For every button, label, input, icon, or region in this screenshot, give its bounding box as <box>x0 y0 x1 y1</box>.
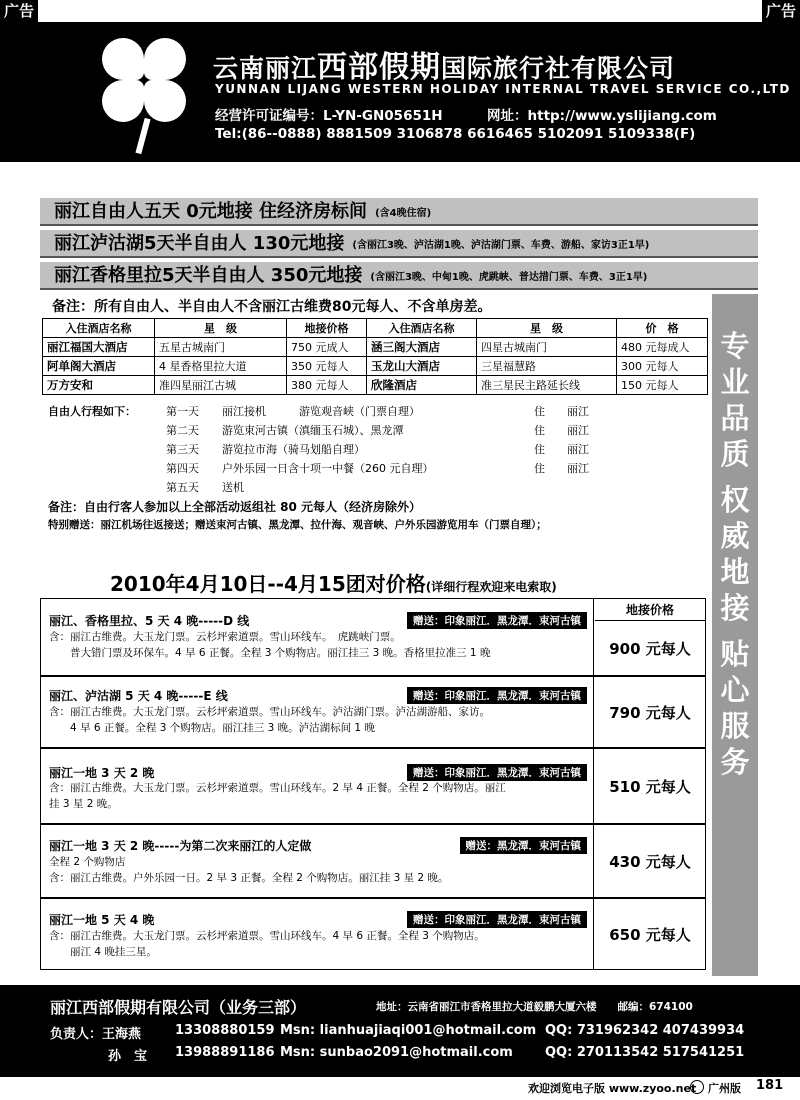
edition-logo-icon <box>690 1080 704 1094</box>
itinerary-label: 自由人行程如下： <box>48 405 136 418</box>
browse-link[interactable]: 欢迎浏览电子版 www.zyoo.net <box>528 1082 697 1095</box>
footer-company: 丽江西部假期有限公司（业务三部） <box>50 998 307 1017</box>
activity-note: 备注：自由行客人参加以上全部活动返组社 80 元每人（经济房除外） <box>48 500 422 514</box>
table-header-row: 入住酒店名称 星 级 地接价格 入住酒店名称 星 级 价 格 <box>43 319 708 338</box>
remark: 备注：所有自由人、半自由人不含丽江古维费80元每人、不含单房差。 <box>52 299 492 315</box>
contact-name: 负责人：王海燕 <box>50 1027 142 1042</box>
route-card: 丽江一地 3 天 2 晚-----为第二次来丽江的人定做 赠送：黑龙潭．束河古镇 全程 2 个购物店 含：丽江古维费。户外乐园一日。2 早 3 正餐。全程 2 个购物店。丽江挂 3 星 2 晚。 430 元每人 <box>40 824 706 898</box>
route-title: 丽江一地 3 天 2 晚-----为第二次来丽江的人定做 <box>49 839 312 853</box>
route-gift: 赠送：印象丽江．黑龙潭．束河古镇 <box>407 764 587 781</box>
telephone: Tel:(86--0888) 8881509 3106878 6616465 5102091 5109338(F) <box>215 126 696 142</box>
company-name-en: YUNNAN LIJANG WESTERN HOLIDAY INTERNAL TRAVEL SERVICE CO.,LTD <box>215 82 791 96</box>
route-card: 丽江、泸沽湖 5 天 4 晚-----E 线 赠送：印象丽江．黑龙潭．束河古镇 含：丽江古维费。大玉龙门票。云杉坪索道票。雪山环线车。泸沽湖门票。泸沽湖游船、家访。 4 早 6 正餐。全程 3 个购物店。丽江挂三 3 晚。泸沽湖标间 1 晚 790 元每人 <box>40 676 706 748</box>
edition-label: 广州版 <box>708 1082 741 1095</box>
contact-name: 孙 宝 <box>108 1049 148 1064</box>
license-number: 经营许可证编号：L-YN-GN05651H <box>215 108 443 124</box>
contact-qq: QQ: 270113542 517541251 <box>545 1045 745 1060</box>
side-slogan: 专 业 品 质 权 威 地 接 贴 心 服 务 <box>712 294 758 976</box>
ad-tag-left: 广告 <box>0 0 38 23</box>
price-header: 地接价格 <box>595 599 705 621</box>
route-price: 510 元每人 <box>609 777 691 796</box>
footer-contact <box>0 985 800 1077</box>
route-price: 650 元每人 <box>609 925 691 944</box>
contact-qq: QQ: 731962342 407439934 <box>545 1023 745 1038</box>
gift-note: 特别赠送：丽江机场往返接送；赠送束河古镇、黑龙潭、拉什海、观音峡、户外乐园游览用车（门票自理）； <box>48 519 547 531</box>
route-gift: 赠送：黑龙潭．束河古镇 <box>460 837 588 854</box>
company-header <box>0 22 800 162</box>
route-gift: 赠送：印象丽江．黑龙潭．束河古镇 <box>407 687 587 704</box>
contact-phone: 13988891186 <box>175 1045 275 1060</box>
route-card: 丽江一地 5 天 4 晚 赠送：印象丽江．黑龙潭．束河古镇 含：丽江古维费。大玉龙门票。云杉坪索道票。雪山环线车。4 早 6 正餐。全程 3 个购物店。 丽江 4 晚挂三星。 650 元每人 <box>40 898 706 970</box>
offer-band-2: 丽江泸沽湖5天半自由人 130元地接 (含丽江3晚、泸沽湖1晚、泸沽湖门票、车费、游船、家访3正1早) <box>40 230 758 258</box>
company-name-cn: 云南丽江西部假期国际旅行社有限公司 <box>213 50 676 85</box>
section-title: 2010年4月10日--4月15团对价格(详细行程欢迎来电索取) <box>110 572 557 596</box>
route-card: 丽江一地 3 天 2 晚 赠送：印象丽江．黑龙潭．束河古镇 含：丽江古维费。大玉龙门票。云杉坪索道票。雪山环线车。2 早 4 正餐。全程 2 个购物店。丽江 挂 3 星 2 晚。 510 元每人 <box>40 748 706 824</box>
route-gift: 赠送：印象丽江．黑龙潭．束河古镇 <box>407 911 587 928</box>
route-gift: 赠送：印象丽江．黑龙潭．束河古镇 <box>407 612 587 629</box>
contact-phone: 13308880159 <box>175 1023 275 1038</box>
table-row: 阿单阁大酒店 4 星香格里拉大道 350 元每人 玉龙山大酒店 三星福慧路 300 元每人 <box>43 357 708 376</box>
page-number: 181 <box>756 1078 784 1093</box>
route-price: 430 元每人 <box>609 852 691 871</box>
route-title: 丽江、香格里拉、5 天 4 晚-----D 线 <box>49 614 250 628</box>
table-row: 丽江福国大酒店 五星古城南门 750 元成人 涵三阁大酒店 四星古城南门 480 元每成人 <box>43 338 708 357</box>
route-card: 地接价格 丽江、香格里拉、5 天 4 晚-----D 线 赠送：印象丽江．黑龙潭．束河古镇 含：丽江古维费。大玉龙门票。云杉坪索道票。雪山环线车。 虎跳峡门票。 普大错门票及环保车。4 早 6 正餐。全程 3 个购物店。丽江挂三 3 晚。香格里拉准三 1 晚 900 元每人 <box>40 598 706 676</box>
hotel-price-table <box>42 318 708 395</box>
website: 网址：http://www.yslijiang.com <box>487 108 717 124</box>
footer-address: 地址：云南省丽江市香格里拉大道毅鹏大厦六楼 邮编：674100 <box>376 1001 693 1013</box>
route-title: 丽江一地 3 天 2 晚 <box>49 766 155 780</box>
route-price: 900 元每人 <box>609 639 691 658</box>
ad-tag-right: 广告 <box>762 0 800 23</box>
offer-band-1: 丽江自由人五天 0元地接 住经济房标间 (含4晚住宿) <box>40 198 758 226</box>
offer-band-3: 丽江香格里拉5天半自由人 350元地接 (含丽江3晚、中甸1晚、虎跳峡、普达措门票、车费、3正1早) <box>40 262 758 290</box>
route-title: 丽江一地 5 天 4 晚 <box>49 913 155 927</box>
table-row: 万方安和 准四星丽江古城 380 元每人 欣隆酒店 准三星民主路延长线 150 元每人 <box>43 376 708 395</box>
contact-msn: Msn: sunbao2091@hotmail.com <box>280 1045 513 1060</box>
contact-msn: Msn: lianhuajiaqi001@hotmail.com <box>280 1023 537 1038</box>
route-title: 丽江、泸沽湖 5 天 4 晚-----E 线 <box>49 689 228 703</box>
clover-logo <box>88 28 200 158</box>
route-price: 790 元每人 <box>609 703 691 722</box>
